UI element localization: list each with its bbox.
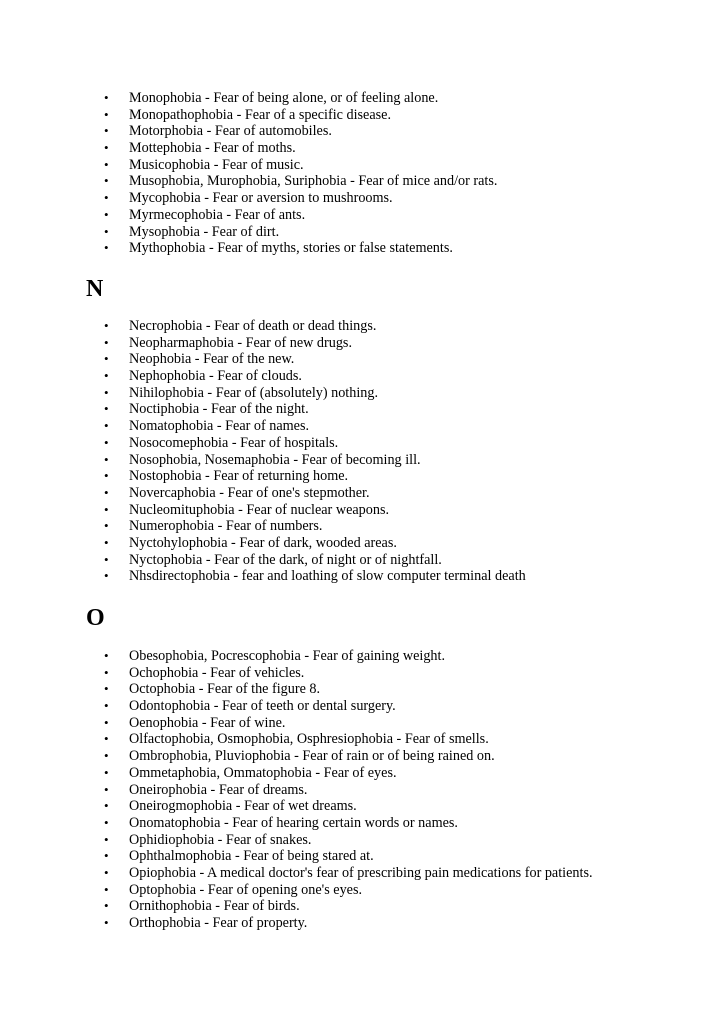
bullet-glyph: • bbox=[104, 648, 109, 663]
bullet-glyph: • bbox=[104, 518, 109, 534]
list-item bbox=[0, 915, 728, 932]
list-item-text: Musophobia, Murophobia, Suriphobia - Fear of mice and/or rats. bbox=[129, 173, 498, 190]
list-item-text: Octophobia - Fear of the figure 8. bbox=[129, 681, 321, 698]
list-item-text: Nosocomephobia - Fear of hospitals. bbox=[129, 434, 339, 451]
bullet-glyph: • bbox=[104, 468, 109, 484]
bullet-glyph: • bbox=[104, 206, 109, 222]
list-item-text: Orthophobia - Fear of property. bbox=[129, 915, 308, 931]
list-item bbox=[0, 224, 728, 241]
bullet-glyph: • bbox=[104, 664, 109, 680]
bullet-glyph: • bbox=[104, 814, 109, 830]
list-item bbox=[0, 535, 728, 552]
bullet-glyph: • bbox=[104, 401, 109, 417]
list-item bbox=[0, 798, 728, 815]
list-item-text: Neopharmaphobia - Fear of new drugs. bbox=[129, 334, 352, 351]
list-item-text: Nosophobia, Nosemaphobia - Fear of becoming ill. bbox=[129, 451, 421, 468]
bullet-glyph: • bbox=[104, 501, 109, 517]
list-item bbox=[0, 207, 728, 224]
phobia-list-n bbox=[0, 318, 728, 585]
bullet-glyph: • bbox=[104, 434, 109, 450]
bullet-glyph: • bbox=[104, 240, 109, 256]
list-item-text: Oenophobia - Fear of wine. bbox=[129, 714, 286, 731]
list-item bbox=[0, 731, 728, 748]
list-item-text: Optophobia - Fear of opening one's eyes. bbox=[129, 881, 363, 898]
list-item-text: Monopathophobia - Fear of a specific disease. bbox=[129, 106, 391, 123]
list-item-text: Nucleomituphobia - Fear of nuclear weapons. bbox=[129, 501, 390, 518]
bullet-glyph: • bbox=[104, 848, 109, 864]
list-item-text: Odontophobia - Fear of teeth or dental surgery. bbox=[129, 698, 396, 715]
list-item bbox=[0, 898, 728, 915]
list-item-text: Ombrophobia, Pluviophobia - Fear of rain or of being rained on. bbox=[129, 748, 495, 765]
list-item bbox=[0, 351, 728, 368]
bullet-glyph: • bbox=[104, 190, 109, 206]
list-item-text: Olfactophobia, Osmophobia, Osphresiophobia - Fear of smells. bbox=[129, 731, 489, 748]
list-item-text: Necrophobia - Fear of death or dead things. bbox=[129, 318, 377, 334]
bullet-glyph: • bbox=[104, 731, 109, 747]
list-item bbox=[0, 748, 728, 765]
list-item-text: Mottephobia - Fear of moths. bbox=[129, 140, 296, 157]
section-heading-n: N bbox=[86, 276, 104, 302]
bullet-glyph: • bbox=[104, 351, 109, 367]
bullet-glyph: • bbox=[104, 698, 109, 714]
bullet-glyph: • bbox=[104, 568, 109, 584]
list-item-text: Numerophobia - Fear of numbers. bbox=[129, 518, 323, 535]
list-item bbox=[0, 568, 728, 585]
list-item-text: Neophobia - Fear of the new. bbox=[129, 351, 295, 368]
phobia-list-m bbox=[0, 90, 728, 257]
list-item-text: Motorphobia - Fear of automobiles. bbox=[129, 123, 332, 140]
list-item-text: Nyctophobia - Fear of the dark, of night or of nightfall. bbox=[129, 551, 442, 568]
list-item-text: Ophthalmophobia - Fear of being stared at. bbox=[129, 848, 374, 865]
list-item-text: Mysophobia - Fear of dirt. bbox=[129, 223, 280, 240]
list-item bbox=[0, 468, 728, 485]
bullet-glyph: • bbox=[104, 551, 109, 567]
list-item-text: Monophobia - Fear of being alone, or of feeling alone. bbox=[129, 90, 439, 106]
list-item bbox=[0, 552, 728, 569]
list-item-text: Onomatophobia - Fear of hearing certain words or names. bbox=[129, 814, 458, 831]
list-item bbox=[0, 665, 728, 682]
bullet-glyph: • bbox=[104, 173, 109, 189]
section-heading-o: O bbox=[86, 605, 105, 631]
list-item bbox=[0, 140, 728, 157]
list-item-text: Novercaphobia - Fear of one's stepmother. bbox=[129, 484, 370, 501]
list-item bbox=[0, 848, 728, 865]
bullet-glyph: • bbox=[104, 384, 109, 400]
list-item bbox=[0, 882, 728, 899]
list-item bbox=[0, 698, 728, 715]
list-item-text: Mythophobia - Fear of myths, stories or false statements. bbox=[129, 240, 453, 257]
list-item-text: Nephophobia - Fear of clouds. bbox=[129, 368, 302, 385]
bullet-glyph: • bbox=[104, 156, 109, 172]
bullet-glyph: • bbox=[104, 681, 109, 697]
list-item bbox=[0, 107, 728, 124]
bullet-glyph: • bbox=[104, 915, 109, 930]
bullet-glyph: • bbox=[104, 90, 109, 105]
bullet-glyph: • bbox=[104, 534, 109, 550]
bullet-glyph: • bbox=[104, 864, 109, 880]
phobia-list-o bbox=[0, 648, 728, 932]
bullet-glyph: • bbox=[104, 714, 109, 730]
list-item bbox=[0, 832, 728, 849]
bullet-glyph: • bbox=[104, 484, 109, 500]
list-item bbox=[0, 865, 728, 882]
list-item bbox=[0, 368, 728, 385]
list-item-text: Nyctohylophobia - Fear of dark, wooded areas. bbox=[129, 534, 397, 551]
list-item bbox=[0, 502, 728, 519]
list-item-text: Oneirogmophobia - Fear of wet dreams. bbox=[129, 798, 357, 815]
list-item bbox=[0, 190, 728, 207]
bullet-glyph: • bbox=[104, 781, 109, 797]
list-item bbox=[0, 518, 728, 535]
list-item-text: Nihilophobia - Fear of (absolutely) nothing. bbox=[129, 384, 379, 401]
list-item bbox=[0, 648, 728, 665]
list-item bbox=[0, 452, 728, 469]
list-item-text: Ochophobia - Fear of vehicles. bbox=[129, 664, 305, 681]
bullet-glyph: • bbox=[104, 368, 109, 384]
list-item-text: Nostophobia - Fear of returning home. bbox=[129, 468, 349, 485]
bullet-glyph: • bbox=[104, 123, 109, 139]
list-item-text: Nomatophobia - Fear of names. bbox=[129, 418, 310, 435]
list-item bbox=[0, 782, 728, 799]
bullet-glyph: • bbox=[104, 106, 109, 122]
list-item-text: Ophidiophobia - Fear of snakes. bbox=[129, 831, 312, 848]
bullet-glyph: • bbox=[104, 831, 109, 847]
list-item-text: Oneirophobia - Fear of dreams. bbox=[129, 781, 308, 798]
list-item bbox=[0, 90, 728, 107]
list-item-text: Noctiphobia - Fear of the night. bbox=[129, 401, 309, 418]
list-item bbox=[0, 401, 728, 418]
bullet-glyph: • bbox=[104, 140, 109, 156]
list-item bbox=[0, 385, 728, 402]
list-item bbox=[0, 173, 728, 190]
list-item bbox=[0, 240, 728, 257]
list-item bbox=[0, 157, 728, 174]
bullet-glyph: • bbox=[104, 748, 109, 764]
list-item-text: Myrmecophobia - Fear of ants. bbox=[129, 206, 306, 223]
list-item bbox=[0, 435, 728, 452]
list-item-text: Nhsdirectophobia - fear and loathing of slow computer terminal death bbox=[129, 568, 526, 585]
list-item bbox=[0, 335, 728, 352]
list-item bbox=[0, 123, 728, 140]
bullet-glyph: • bbox=[104, 798, 109, 814]
bullet-glyph: • bbox=[104, 898, 109, 914]
list-item-text: Mycophobia - Fear or aversion to mushrooms. bbox=[129, 190, 393, 207]
list-item-text: Obesophobia, Pocrescophobia - Fear of gaining weight. bbox=[129, 648, 445, 664]
list-item bbox=[0, 681, 728, 698]
bullet-glyph: • bbox=[104, 881, 109, 897]
bullet-glyph: • bbox=[104, 451, 109, 467]
list-item bbox=[0, 715, 728, 732]
list-item-text: Ommetaphobia, Ommatophobia - Fear of eyes. bbox=[129, 764, 397, 781]
bullet-glyph: • bbox=[104, 223, 109, 239]
list-item-text: Opiophobia - A medical doctor's fear of prescribing pain medications for patients. bbox=[129, 864, 593, 881]
bullet-glyph: • bbox=[104, 334, 109, 350]
bullet-glyph: • bbox=[104, 318, 109, 333]
bullet-glyph: • bbox=[104, 418, 109, 434]
list-item bbox=[0, 318, 728, 335]
bullet-glyph: • bbox=[104, 764, 109, 780]
list-item bbox=[0, 418, 728, 435]
list-item bbox=[0, 485, 728, 502]
list-item-text: Ornithophobia - Fear of birds. bbox=[129, 898, 300, 915]
list-item bbox=[0, 815, 728, 832]
list-item-text: Musicophobia - Fear of music. bbox=[129, 156, 304, 173]
list-item bbox=[0, 765, 728, 782]
